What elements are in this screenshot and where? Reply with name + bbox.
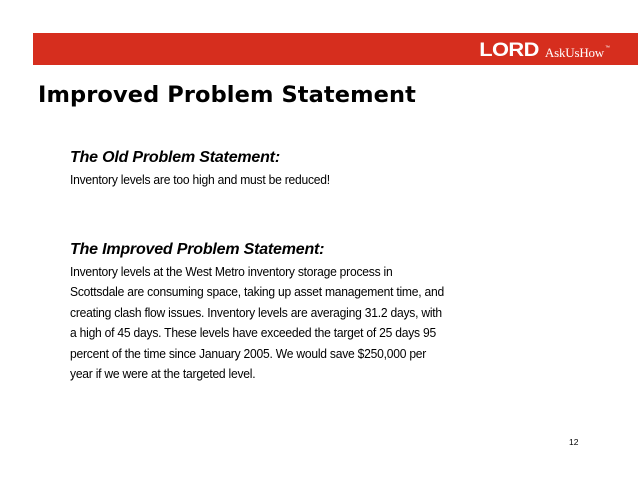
page-number: 12	[569, 437, 579, 447]
logo-tagline: AskUsHow	[544, 45, 604, 60]
body-line: creating clash flow issues. Inventory levels are averaging 31.2 days, with	[70, 304, 442, 320]
slide-title: Improved Problem Statement	[38, 82, 416, 108]
body-line: a high of 45 days. These levels have exceeded the target of 25 days 95	[70, 325, 436, 341]
body-line: year if we were at the targeted level.	[70, 366, 256, 382]
old-problem-body	[70, 170, 330, 190]
body-line: Inventory levels at the West Metro inventory storage process in	[70, 264, 393, 279]
improved-problem-section	[70, 240, 472, 384]
logo-brand: LORD	[479, 40, 539, 61]
improved-problem-body	[70, 262, 444, 384]
old-problem-section	[70, 148, 349, 190]
improved-problem-heading: The Improved Problem Statement:	[70, 241, 325, 258]
lord-logo	[479, 39, 610, 61]
body-line: percent of the time since January 2005. We would save $250,000 per	[70, 345, 427, 361]
header-bar	[33, 33, 638, 65]
old-problem-heading: The Old Problem Statement:	[70, 149, 280, 166]
body-line: Scottsdale are consuming space, taking up asset management time, and	[70, 284, 444, 300]
body-line: Inventory levels are too high and must be reduced!	[70, 172, 330, 187]
logo-trademark: ™	[605, 45, 610, 51]
